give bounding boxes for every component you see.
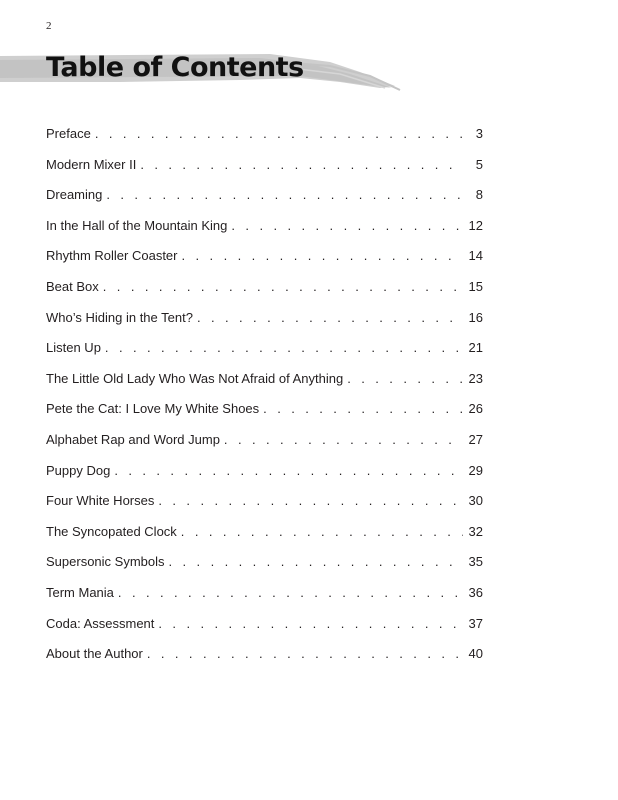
toc-entry[interactable] (46, 401, 483, 432)
toc-dot-leader (158, 493, 462, 508)
toc-entry-page: 15 (468, 278, 483, 294)
toc-entry[interactable] (46, 371, 483, 402)
toc-dot-leader (197, 310, 463, 325)
toc-dot-leader (114, 463, 462, 478)
toc-dot-leader (263, 401, 462, 416)
toc-entry[interactable] (46, 218, 483, 249)
toc-dot-leader (347, 371, 462, 386)
toc-entry-title: Who’s Hiding in the Tent? (46, 309, 193, 325)
toc-entry[interactable] (46, 248, 483, 279)
toc-entry[interactable] (46, 340, 483, 371)
toc-entry[interactable] (46, 126, 483, 157)
toc-entry-title: In the Hall of the Mountain King (46, 217, 228, 233)
toc-entry-page: 27 (468, 431, 483, 447)
toc-entry[interactable] (46, 554, 483, 585)
toc-entry[interactable] (46, 310, 483, 341)
toc-dot-leader (231, 218, 462, 233)
toc-entry-page: 23 (468, 370, 483, 386)
toc-entry-page: 16 (468, 309, 483, 325)
toc-entry-title: Beat Box (46, 278, 99, 294)
toc-entry-page: 40 (468, 646, 483, 662)
toc-entry-title: Listen Up (46, 340, 101, 356)
table-of-contents (46, 126, 483, 677)
toc-dot-leader (95, 126, 463, 141)
toc-entry-title: The Little Old Lady Who Was Not Afraid of Anything (46, 370, 344, 386)
toc-entry[interactable] (46, 279, 483, 310)
toc-entry-title: Term Mania (46, 584, 114, 600)
toc-dot-leader (103, 279, 463, 294)
toc-entry[interactable] (46, 432, 483, 463)
toc-entry-page: 14 (468, 248, 483, 264)
toc-entry[interactable] (46, 187, 483, 218)
toc-entry[interactable] (46, 646, 483, 677)
toc-entry[interactable] (46, 493, 483, 524)
toc-dot-leader (106, 187, 463, 202)
toc-entry-title: The Syncopated Clock (46, 523, 177, 539)
page-title: Table of Contents (46, 52, 304, 83)
toc-dot-leader (105, 340, 463, 355)
toc-entry-page: 29 (468, 462, 483, 478)
toc-entry-page: 12 (468, 217, 483, 233)
toc-entry-page: 30 (468, 493, 483, 509)
toc-entry-page: 8 (475, 187, 483, 203)
toc-dot-leader (118, 585, 463, 600)
toc-entry[interactable] (46, 585, 483, 616)
toc-entry-page: 36 (468, 584, 483, 600)
toc-entry-title: Coda: Assessment (46, 615, 155, 631)
toc-entry-title: Dreaming (46, 187, 103, 203)
toc-dot-leader (182, 248, 463, 263)
toc-dot-leader (158, 616, 462, 631)
toc-entry[interactable] (46, 616, 483, 647)
toc-entry-page: 37 (468, 615, 483, 631)
toc-entry[interactable] (46, 524, 483, 555)
toc-dot-leader (140, 157, 463, 172)
toc-entry-page: 35 (468, 554, 483, 570)
toc-entry[interactable] (46, 157, 483, 188)
toc-entry[interactable] (46, 463, 483, 494)
toc-entry-title: Rhythm Roller Coaster (46, 248, 178, 264)
toc-entry-page: 21 (468, 340, 483, 356)
toc-entry-title: Alphabet Rap and Word Jump (46, 431, 220, 447)
toc-entry-title: Four White Horses (46, 493, 155, 509)
toc-entry-page: 26 (468, 401, 483, 417)
toc-entry-title: About the Author (46, 646, 143, 662)
toc-entry-title: Pete the Cat: I Love My White Shoes (46, 401, 260, 417)
toc-entry-title: Supersonic Symbols (46, 554, 165, 570)
toc-entry-title: Preface (46, 126, 91, 141)
toc-entry-page: 5 (475, 156, 483, 172)
toc-dot-leader (169, 554, 463, 569)
toc-dot-leader (224, 432, 463, 447)
toc-entry-page: 3 (475, 126, 483, 141)
page-number: 2 (46, 20, 52, 32)
toc-entry-page: 32 (468, 523, 483, 539)
toc-entry-title: Modern Mixer II (46, 156, 137, 172)
toc-dot-leader (147, 646, 463, 661)
toc-dot-leader (181, 524, 463, 539)
toc-entry-title: Puppy Dog (46, 462, 111, 478)
